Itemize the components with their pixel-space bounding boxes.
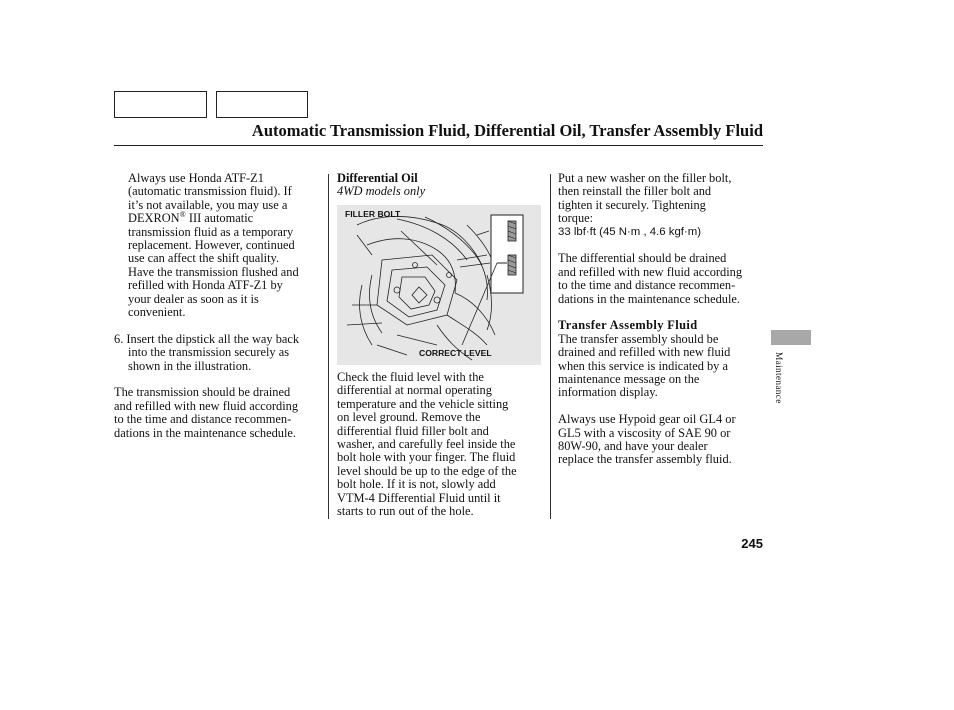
text-line: replacement. However, continued (128, 238, 295, 253)
page-number: 245 (741, 536, 763, 551)
text-line: VTM-4 Differential Fluid until it (337, 490, 501, 505)
dexron-rest-text: III automatic (185, 211, 254, 226)
text-line: Always use Hypoid gear oil GL4 or (558, 412, 736, 427)
text-line: dations in the maintenance schedule. (558, 291, 741, 306)
text-line: The transfer assembly should be (558, 331, 719, 346)
text-line: to the time and distance recommen- (114, 412, 292, 427)
text-line: and refilled with new fluid according (114, 398, 299, 413)
text-line: bolt hole. If it is not, slowly add (337, 477, 496, 492)
text-line: to the time and distance recommen- (558, 278, 736, 293)
filler-bolt-label: FILLER BOLT (345, 209, 401, 219)
text-line: Check the fluid level with the (337, 370, 484, 384)
nav-box-next[interactable] (216, 91, 308, 118)
differential-illustration (337, 205, 541, 365)
hypoid-oil-paragraph (558, 413, 763, 467)
registered-mark: ® (179, 210, 186, 220)
fluid-check-paragraph (337, 371, 543, 518)
text-line: level should be up to the edge of the (337, 463, 517, 478)
column-divider-2 (550, 174, 551, 519)
page-title: Automatic Transmission Fluid, Differential Oil, Transfer Assembly Fluid (251, 121, 763, 140)
differential-oil-heading: Differential Oil (337, 171, 418, 185)
text-line: differential fluid filler bolt and (337, 423, 489, 438)
text-line: dations in the maintenance schedule. (114, 425, 297, 440)
transmission-drain-paragraph (114, 386, 320, 440)
filler-bolt-paragraph (558, 172, 763, 239)
text-line: then reinstall the filler bolt and (558, 184, 712, 199)
text-line: replace the transfer assembly fluid. (558, 452, 732, 467)
differential-oil-subheading: 4WD models only (337, 184, 426, 199)
text-line: shown in the illustration. (128, 358, 252, 373)
text-line: temperature and the vehicle sitting (337, 396, 509, 411)
text-line: when this service is indicated by a (558, 358, 728, 373)
text-line: The transmission should be drained (114, 385, 291, 400)
text-line: bolt hole with your finger. The fluid (337, 450, 516, 465)
column-left (114, 172, 320, 440)
text-line: transmission fluid as a temporary (128, 224, 294, 239)
text-line: Put a new washer on the filler bolt, (558, 171, 732, 185)
dexron-line (128, 212, 320, 225)
text-line: on level ground. Remove the (337, 410, 481, 425)
text-line: Always use Honda ATF-Z1 (128, 171, 264, 185)
section-label: Maintenance (773, 352, 783, 404)
text-line: washer, and carefully feel inside the (337, 437, 516, 452)
text-line: refilled with Honda ATF-Z1 by (128, 278, 283, 293)
differential-drawing (337, 205, 541, 365)
text-line: your dealer as soon as it is (128, 291, 259, 306)
text-line: use can affect the shift quality. (128, 251, 280, 266)
text-line: it’s not available, you may use a (128, 197, 288, 212)
text-line: into the transmission securely as (128, 345, 290, 360)
step-6 (114, 333, 320, 373)
transfer-assembly-heading: Transfer Assembly Fluid (558, 318, 698, 333)
text-line: tighten it securely. Tightening (558, 197, 706, 212)
text-line: differential at normal operating (337, 383, 492, 398)
dexron-text: DEXRON (128, 211, 180, 226)
column-divider-1 (328, 174, 329, 519)
differential-drain-paragraph (558, 252, 763, 306)
text-line: The differential should be drained (558, 251, 727, 266)
text-line: and refilled with new fluid according (558, 264, 743, 279)
text-line: drained and refilled with new fluid (558, 345, 731, 360)
torque-value: 33 lbf·ft (45 N·m , 4.6 kgf·m) (558, 225, 702, 238)
text-line: starts to run out of the hole. (337, 504, 474, 519)
transfer-drain-paragraph (558, 333, 763, 400)
column-middle (337, 172, 543, 199)
section-tab[interactable] (771, 330, 811, 345)
title-rule (114, 145, 763, 146)
text-line: GL5 with a viscosity of SAE 90 or (558, 425, 731, 440)
text-line: convenient. (128, 305, 186, 320)
text-line: 6. Insert the dipstick all the way back (114, 331, 300, 346)
text-line: 80W-90, and have your dealer (558, 439, 708, 454)
text-line: Have the transmission flushed and (128, 264, 299, 279)
column-right (558, 172, 763, 467)
text-line: maintenance message on the (558, 372, 700, 387)
text-line: information display. (558, 385, 658, 400)
nav-box-previous[interactable] (114, 91, 207, 118)
correct-level-label: CORRECT LEVEL (419, 348, 492, 358)
atf-paragraph (114, 172, 320, 319)
text-line: torque: (558, 211, 594, 226)
text-line: (automatic transmission fluid). If (128, 184, 292, 199)
